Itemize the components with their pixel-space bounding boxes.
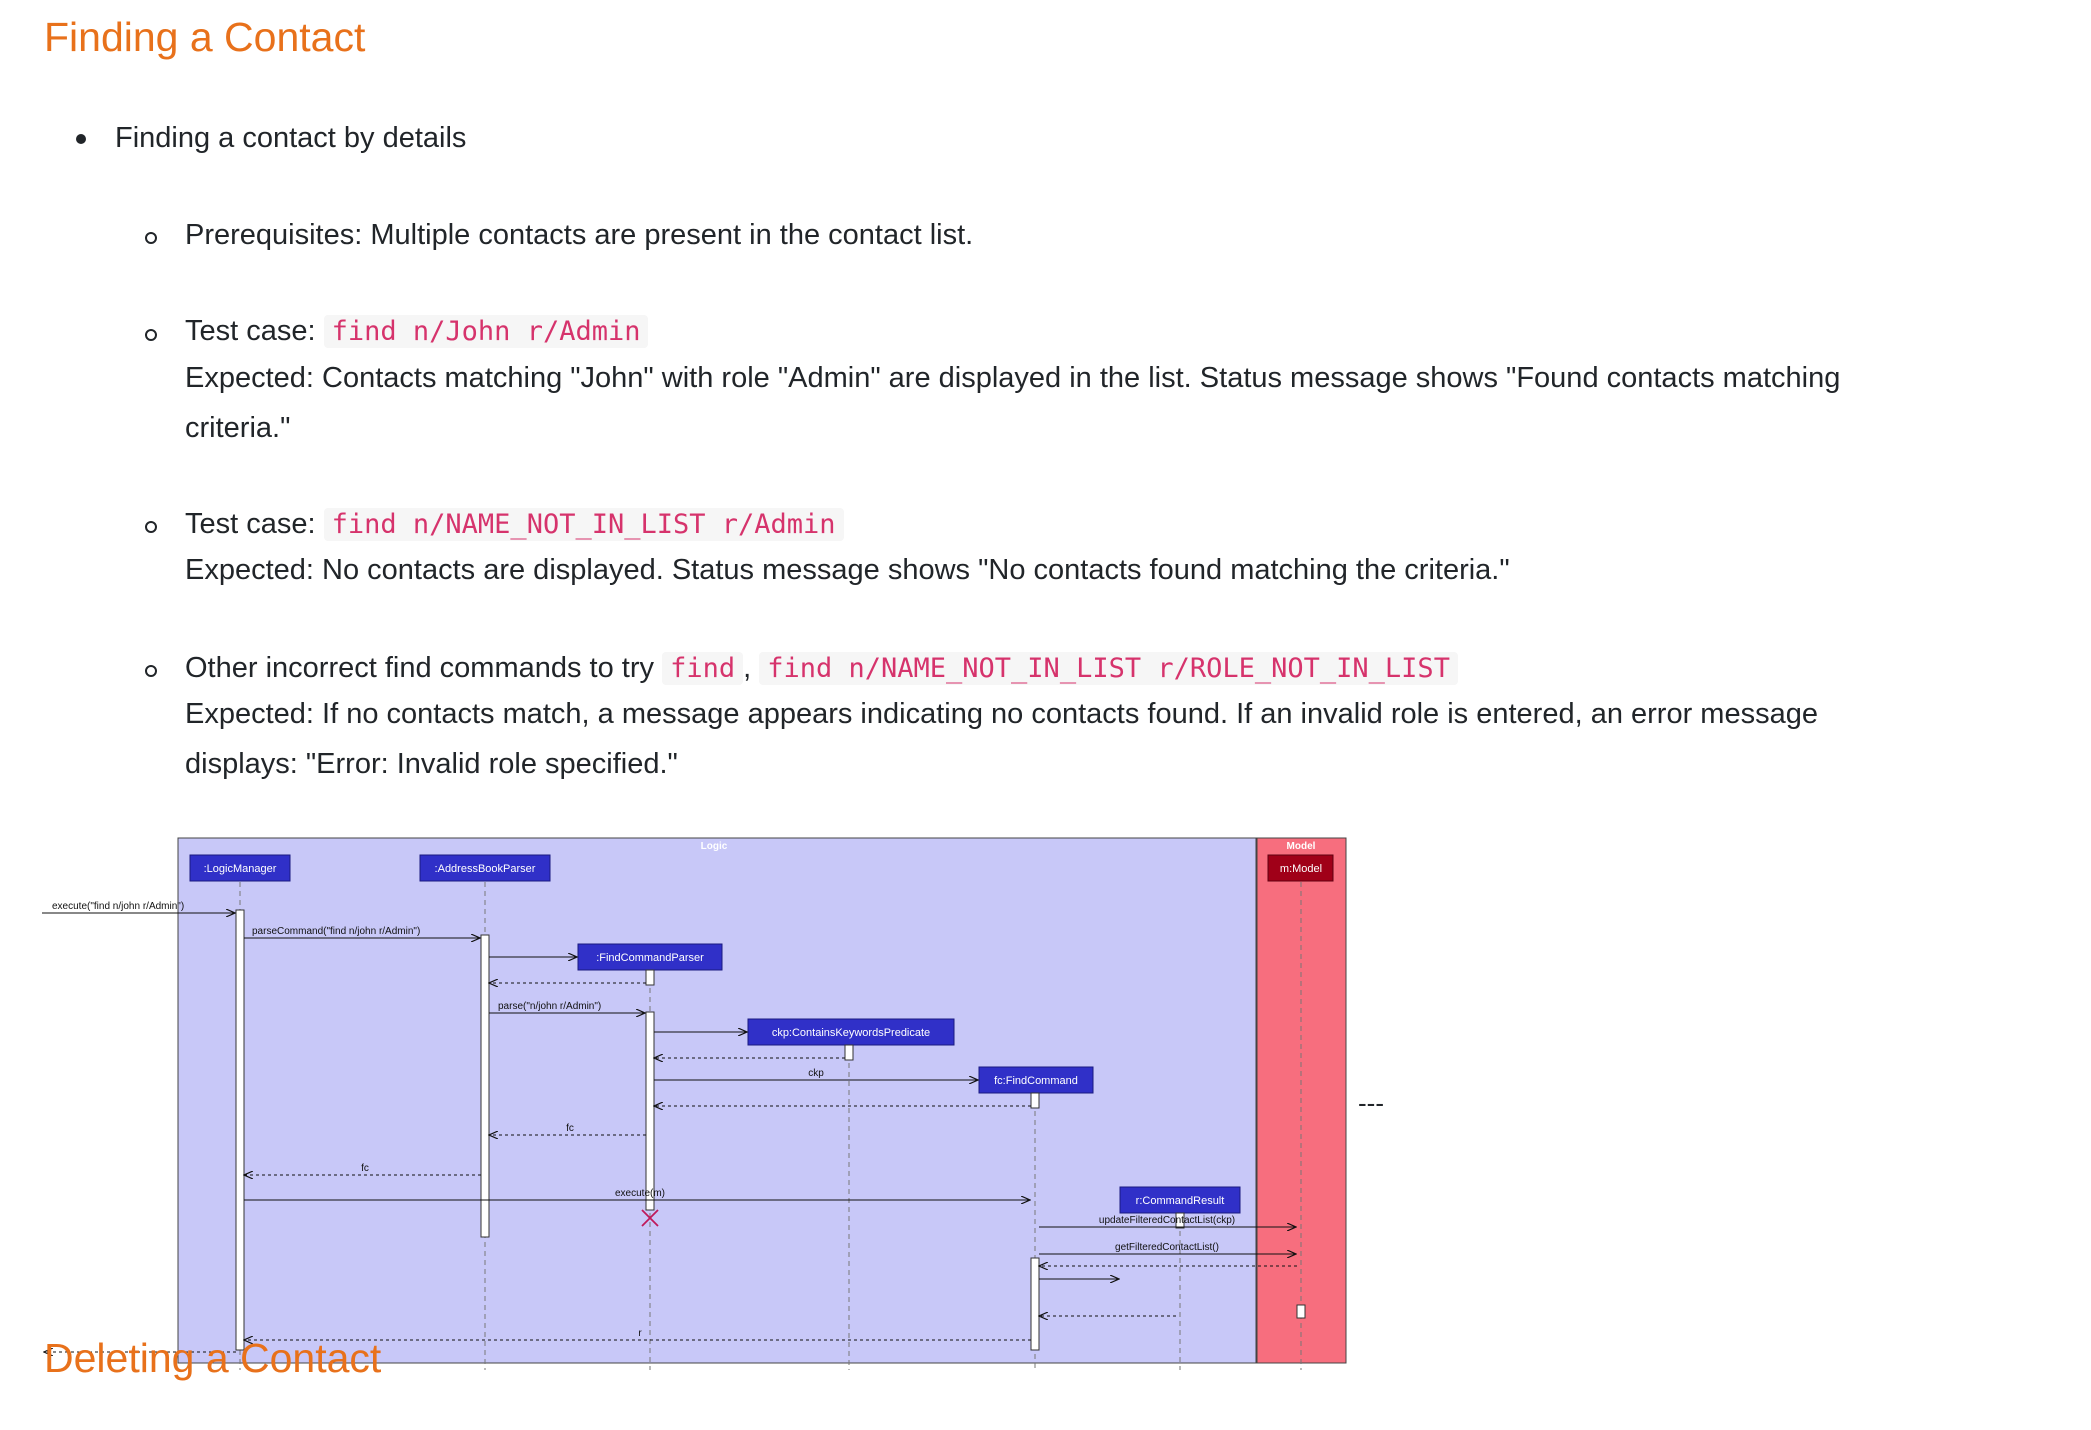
msg-get-filtered-label: getFilteredContactList() [1115, 1242, 1219, 1253]
msg-parse-command-label: parseCommand("find n/john r/Admin") [252, 926, 421, 937]
test-case-2 [185, 499, 844, 550]
activation-logic-manager [236, 910, 244, 1350]
participant-logic-manager-label: :LogicManager [203, 863, 277, 875]
horizontal-rule-text: --- [1358, 1088, 1384, 1118]
test-case-label: Test case: [185, 508, 316, 540]
msg-fc-label-2: fc [361, 1163, 369, 1174]
activation-find-parser [646, 1012, 654, 1210]
sequence-diagram [40, 830, 1360, 1380]
test-case-1 [185, 306, 648, 357]
activation-parser [481, 935, 489, 1237]
test-case-3 [185, 643, 1458, 694]
expected-text: Expected: No contacts are displayed. Status message shows "No contacts found matching the criteria." [185, 554, 1510, 586]
msg-execute-m-label: execute(m) [614, 1188, 666, 1199]
activation-model [1297, 1305, 1305, 1318]
participant-find-command-label: fc:FindCommand [994, 1075, 1078, 1087]
logic-frame-label: Logic [700, 841, 728, 852]
expected-text-continued: criteria." [185, 412, 291, 444]
model-frame-label: Model [1286, 841, 1316, 852]
activation-find-command [1031, 1258, 1039, 1350]
inline-code: find [662, 652, 743, 685]
expected-text-continued: displays: "Error: Invalid role specified." [185, 748, 678, 780]
logic-frame [178, 838, 1256, 1363]
inline-code: find n/John r/Admin [324, 315, 649, 348]
msg-update-filtered-label: updateFilteredContactList(ckp) [1098, 1215, 1236, 1226]
participant-result-label: r:CommandResult [1135, 1195, 1225, 1207]
test-case-label: Test case: [185, 315, 316, 347]
sub-bullet [145, 521, 157, 533]
expected-text: Expected: If no contacts match, a message appears indicating no contacts found. If an invalid role is entered, an error message [185, 698, 1818, 730]
msg-execute-in-label: execute("find n/john r/Admin") [52, 901, 185, 912]
msg-fc-label-1: fc [566, 1123, 574, 1134]
prerequisites-text: Prerequisites: Multiple contacts are present in the contact list. [185, 219, 974, 251]
sub-bullet [145, 665, 157, 677]
activation-find-parser-create [646, 970, 654, 985]
participant-find-parser-label: :FindCommandParser [596, 952, 704, 964]
next-section-title: Deleting a Contact [44, 1335, 382, 1381]
test-case-label: Other incorrect find commands to try [185, 652, 654, 684]
activation-predicate [845, 1045, 853, 1060]
activation-find-command-create [1031, 1093, 1039, 1108]
msg-parse-label: parse("n/john r/Admin") [498, 1001, 602, 1012]
list-item-finding-contact: Finding a contact by details [115, 122, 467, 154]
inline-code: find n/NAME_NOT_IN_LIST r/Admin [324, 508, 844, 541]
separator: , [743, 652, 752, 684]
msg-r-label: r [638, 1328, 642, 1339]
sub-bullet [145, 232, 157, 244]
participant-predicate-label: ckp:ContainsKeywordsPredicate [771, 1027, 931, 1039]
sub-bullet [145, 329, 157, 341]
participant-parser-label: :AddressBookParser [434, 863, 536, 875]
list-bullet [76, 134, 86, 144]
expected-text: Expected: Contacts matching "John" with role "Admin" are displayed in the list. Status message shows "Found contacts matching [185, 362, 1841, 394]
section-title: Finding a Contact [44, 14, 366, 60]
inline-code: find n/NAME_NOT_IN_LIST r/ROLE_NOT_IN_LIST [759, 652, 1458, 685]
msg-ckp-label: ckp [808, 1068, 824, 1079]
participant-model-label: m:Model [1279, 863, 1323, 875]
